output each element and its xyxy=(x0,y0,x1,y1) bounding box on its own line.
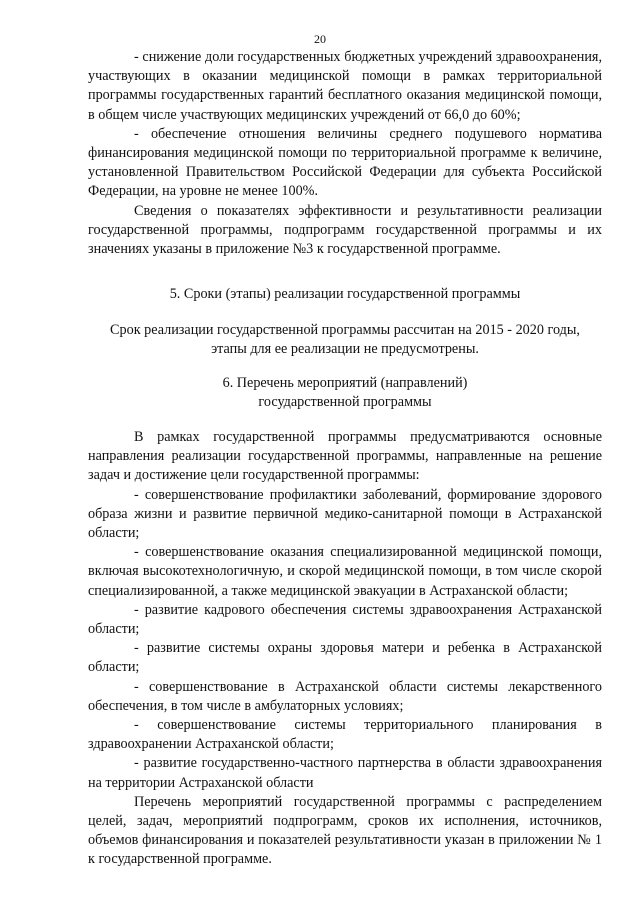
paragraph-directions-intro: В рамках государственной программы предусматриваются основные направления реализации государственной программы, направленные на решение задач и достижение цели государственной программы: xyxy=(88,429,602,484)
list-item-maternal-health: - развитие системы охраны здоровья матери и ребенка в Астраханской области; xyxy=(88,640,602,676)
paragraph-indicators-info: Сведения о показателях эффективности и результативности реализации государственной программы, подпрограмм государственной программы и их значениях указаны в приложение №3 к государственной программе. xyxy=(88,202,602,258)
paragraph-budget-share: - снижение доли государственных бюджетных учреждений здравоохранения, участвующих в оказании медицинской помощи в рамках территориальной программы государственных гарантий бесплатного оказания медицинской помощи, в общем числе участвующих медицинских учреждений от 66,0 до 60%; xyxy=(88,49,602,123)
list-item-specialized-care: - совершенствование оказания специализированной медицинской помощи, включая высокотехнологичную, и скорой медицинской помощи, в том числе скорой специализированной, а также медицинской эвакуации в Астраханской области; xyxy=(88,544,602,599)
list-item-prevention: - совершенствование профилактики заболеваний, формирование здорового образа жизни и развитие первичной медико-санитарной помощи в Астраханской области; xyxy=(88,486,602,542)
list-item-public-private: - развитие государственно-частного партнерства в области здравоохранения на территории Астраханской области xyxy=(88,755,602,791)
section-5-text-line-1: Срок реализации государственной программы рассчитан на 2015 - 2020 годы, xyxy=(110,322,580,338)
section-5-text-line-2: этапы для ее реализации не предусмотрены. xyxy=(211,341,479,358)
list-item-territorial-planning: - совершенствование системы территориального планирования в здравоохранении Астраханской области; xyxy=(88,717,602,753)
section-5-text xyxy=(88,321,602,359)
section-6-heading xyxy=(88,374,602,412)
indicators-block xyxy=(88,48,602,259)
directions-block xyxy=(88,428,602,870)
section-5-heading: 5. Сроки (этапы) реализации государственной программы xyxy=(169,286,521,302)
section-6-heading-line-1: 6. Перечень мероприятий (направлений) xyxy=(222,375,468,391)
list-item-staffing: - развитие кадрового обеспечения системы здравоохранения Астраханской области; xyxy=(88,601,602,638)
paragraph-measures-list: Перечень мероприятий государственной программы с распределением целей, задач, мероприятий подпрограмм, сроков их исполнения, источников, объемов финансирования и показателей результативности указан в приложении № 1 к государственной программе. xyxy=(88,793,602,868)
page-number: 20 xyxy=(314,32,326,46)
paragraph-financing-ratio: - обеспечение отношения величины среднего подушевого норматива финансирования медицинской помощи по территориальной программе к величине, установленной Правительством Российской Федерации для субъекта Российской Федерации, на уровне не менее 100%. xyxy=(88,125,602,200)
section-6-heading-line-2: государственной программы xyxy=(258,394,432,411)
list-item-drug-supply: - совершенствование в Астраханской области системы лекарственного обеспечения, в том числе в амбулаторных условиях; xyxy=(88,678,602,714)
